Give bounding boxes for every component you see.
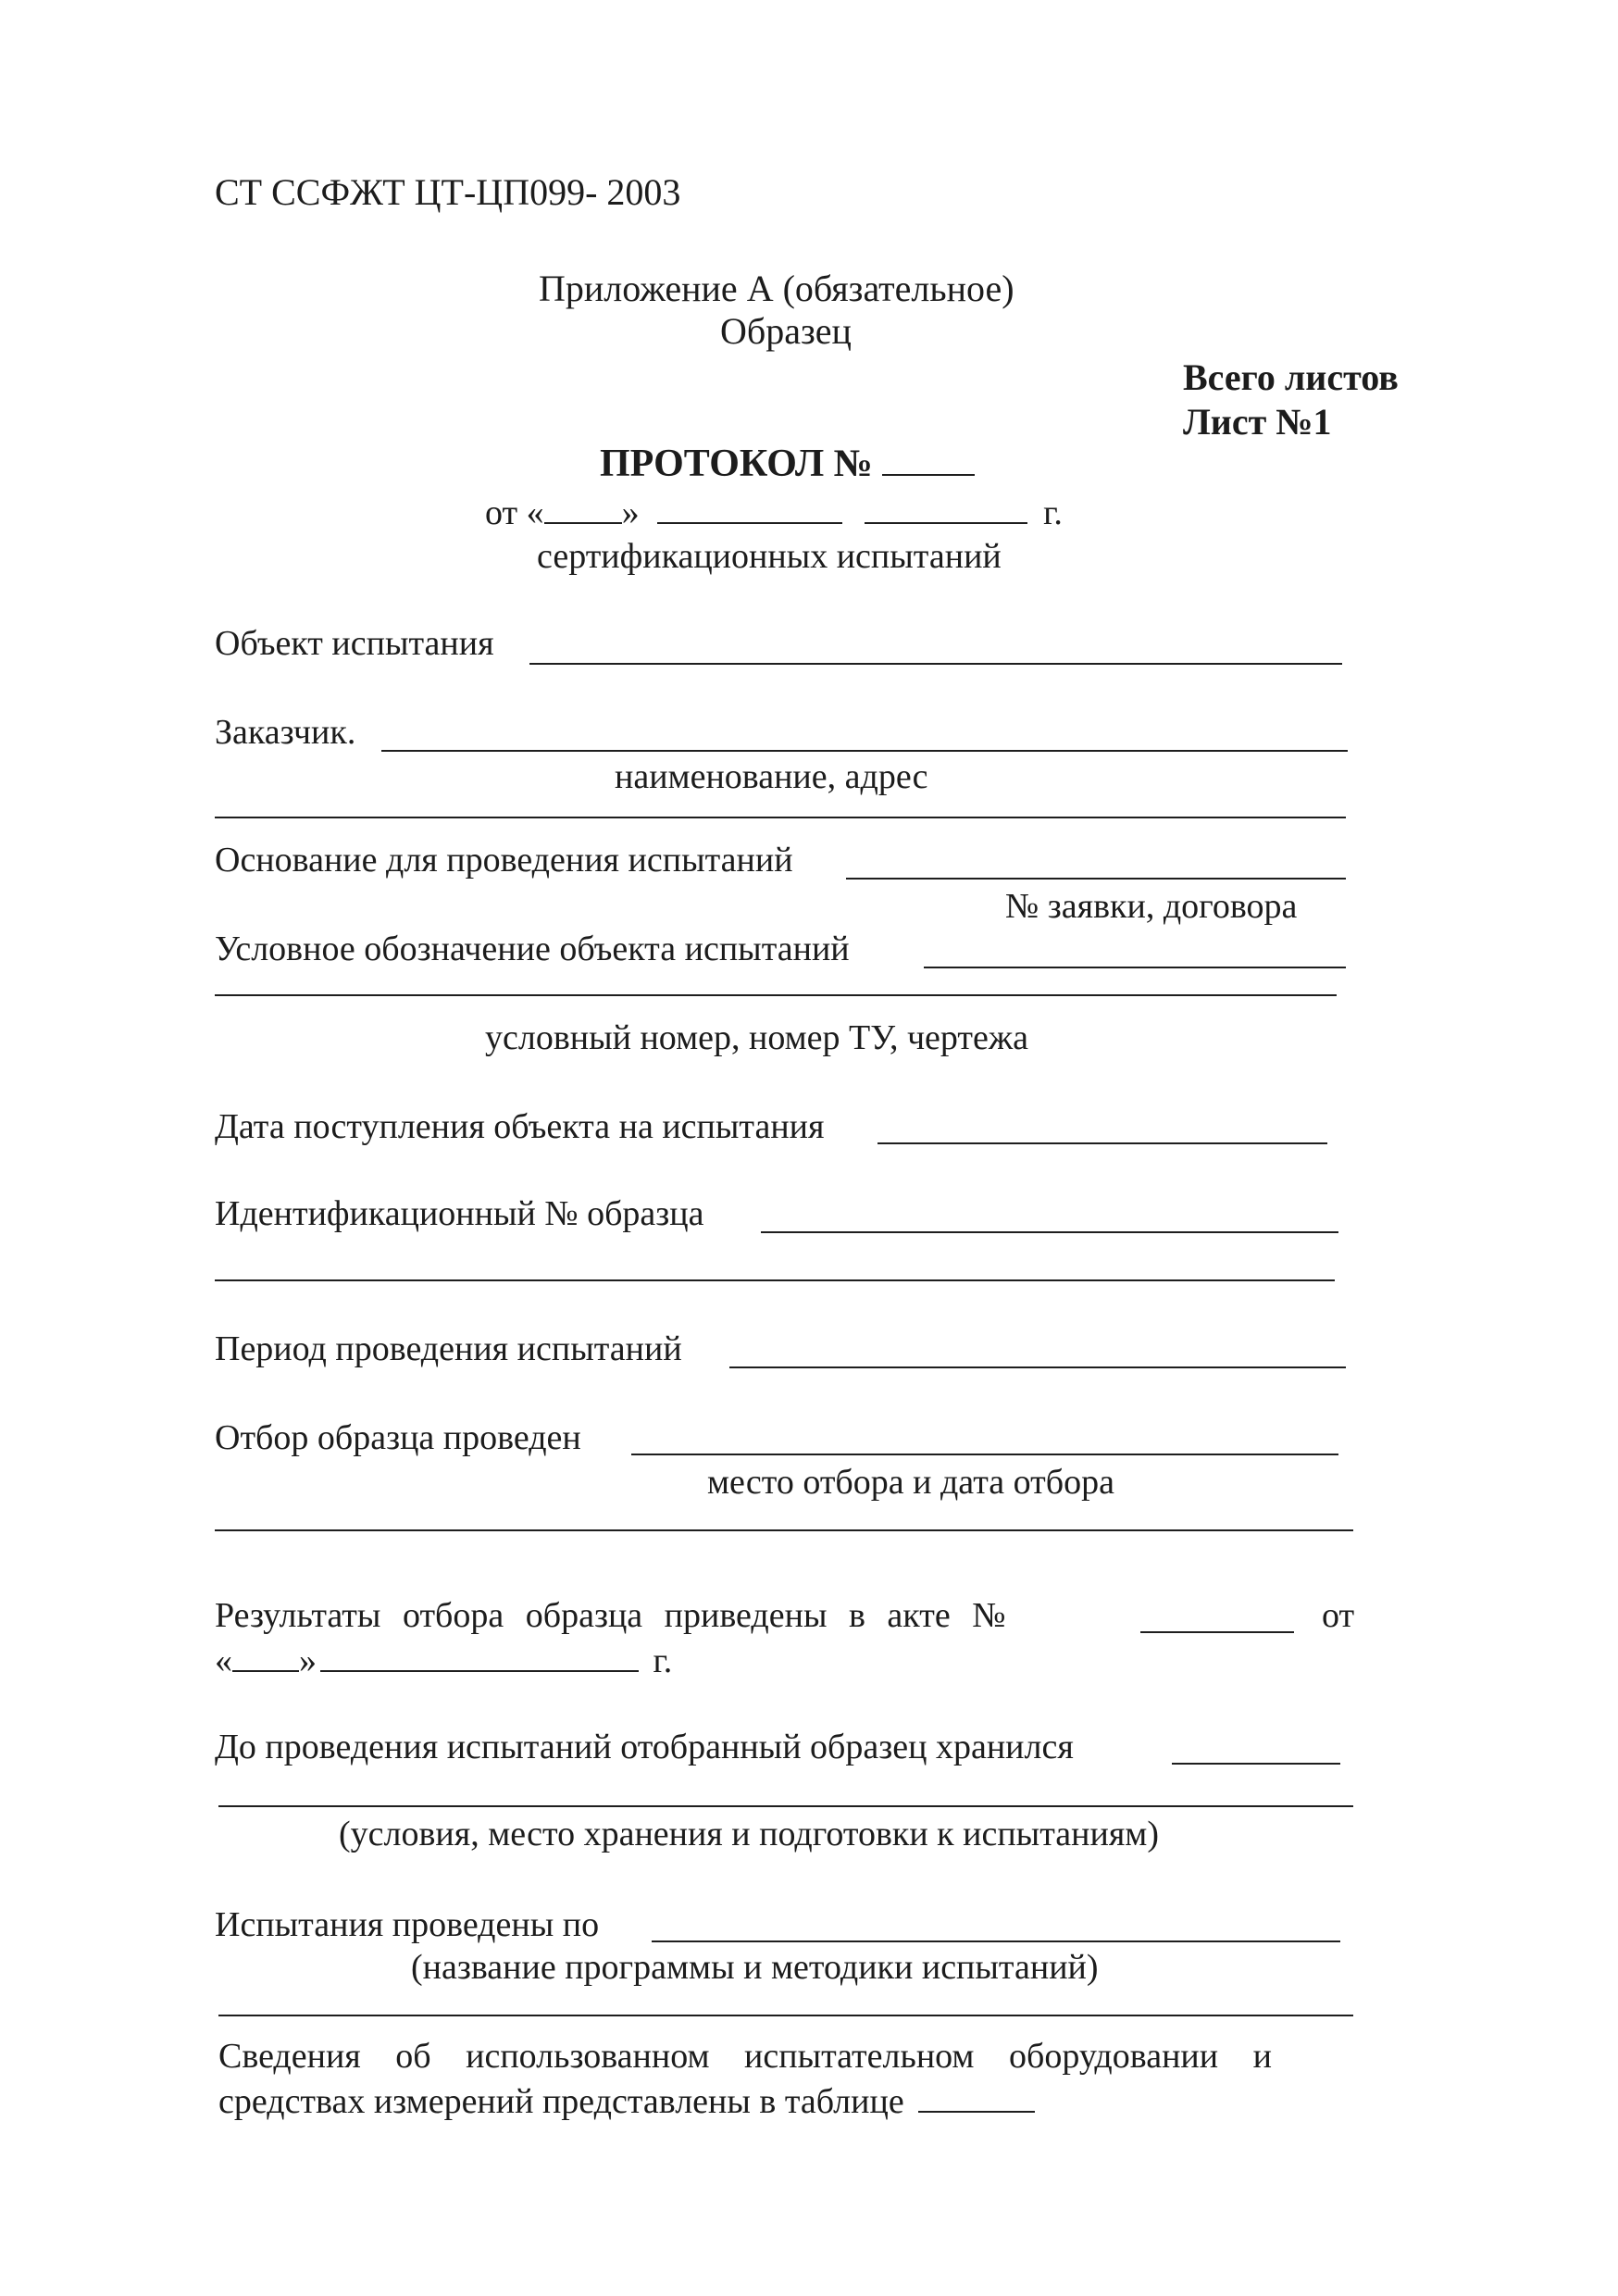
results-from: от — [1322, 1596, 1355, 1635]
sheet-number-label: Лист №1 — [1183, 401, 1332, 443]
storage-label: До проведения испытаний отобранный образец хранился — [215, 1728, 1074, 1766]
protocol-date-quote-close: » — [621, 493, 640, 532]
customer-field-line2[interactable] — [215, 817, 1346, 818]
results-act-number-field[interactable] — [1140, 1631, 1294, 1633]
equipment-text-line2 — [218, 2083, 1035, 2119]
period-label: Период проведения испытаний — [215, 1329, 682, 1368]
tested-by-field-line2[interactable] — [218, 2015, 1353, 2016]
tested-by-hint: (название программы и методики испытаний) — [411, 1948, 1099, 1987]
protocol-date-from: от « — [485, 493, 544, 532]
protocol-date-year: г. — [1043, 493, 1063, 532]
protocol-day-field[interactable] — [544, 494, 622, 524]
protocol-date-row — [485, 494, 1063, 530]
results-date-row — [215, 1642, 672, 1678]
sampling-field[interactable] — [631, 1454, 1338, 1455]
tested-by-label: Испытания проведены по — [215, 1905, 600, 1944]
designation-label: Условное обозначение объекта испытаний — [215, 930, 850, 968]
period-field[interactable] — [729, 1366, 1346, 1368]
results-text: Результаты отбора образца приведены в акте № — [215, 1596, 1006, 1635]
storage-hint: (условия, место хранения и подготовки к испытаниям) — [339, 1815, 1160, 1853]
protocol-year-field[interactable] — [865, 494, 1027, 524]
tested-by-field[interactable] — [652, 1940, 1340, 1942]
designation-hint: условный номер, номер ТУ, чертежа — [485, 1018, 1029, 1057]
basis-label: Основание для проведения испытаний — [215, 841, 793, 880]
protocol-month-field[interactable] — [657, 494, 842, 524]
equipment-text-line1: Сведения об использованном испытательном оборудовании и — [218, 2037, 1272, 2076]
basis-hint: № заявки, договора — [1005, 887, 1298, 926]
sample-id-field[interactable] — [761, 1231, 1338, 1233]
designation-field-line2[interactable] — [215, 994, 1337, 996]
results-close-quote: » — [299, 1641, 317, 1680]
sample-id-field-line2[interactable] — [215, 1279, 1335, 1281]
results-open-quote: « — [215, 1641, 232, 1680]
customer-field[interactable] — [381, 750, 1348, 752]
arrival-date-label: Дата поступления объекта на испытания — [215, 1107, 825, 1146]
protocol-number-field[interactable] — [882, 446, 975, 476]
equipment-table-number-field[interactable] — [918, 2083, 1035, 2113]
protocol-title-text: ПРОТОКОЛ № — [600, 443, 873, 485]
equipment-text-line2-label: средствах измерений представлены в таблице — [218, 2082, 904, 2121]
protocol-title — [600, 444, 975, 483]
storage-field-line2[interactable] — [218, 1805, 1353, 1807]
appendix-title: Приложение А (обязательное) — [539, 268, 1014, 309]
object-label: Объект испытания — [215, 624, 494, 663]
object-field[interactable] — [529, 663, 1342, 665]
customer-label: Заказчик. — [215, 713, 356, 752]
customer-hint: наименование, адрес — [615, 757, 928, 796]
arrival-date-field[interactable] — [877, 1142, 1327, 1144]
basis-field[interactable] — [846, 878, 1346, 880]
storage-field[interactable] — [1172, 1763, 1340, 1765]
sampling-field-line2[interactable] — [215, 1529, 1353, 1531]
document-code: СТ ССФЖТ ЦТ-ЦП099- 2003 — [215, 171, 681, 213]
protocol-subtitle: сертификационных испытаний — [537, 537, 1002, 576]
sampling-label: Отбор образца проведен — [215, 1418, 581, 1457]
sampling-hint: место отбора и дата отбора — [707, 1463, 1114, 1502]
results-month-year-field[interactable] — [320, 1642, 639, 1672]
sample-id-label: Идентификационный № образца — [215, 1194, 704, 1233]
results-year: г. — [653, 1641, 673, 1680]
appendix-sample-label: Образец — [720, 310, 852, 352]
total-sheets-label: Всего листов — [1183, 356, 1399, 398]
designation-field[interactable] — [924, 967, 1346, 968]
results-day-field[interactable] — [232, 1642, 299, 1672]
